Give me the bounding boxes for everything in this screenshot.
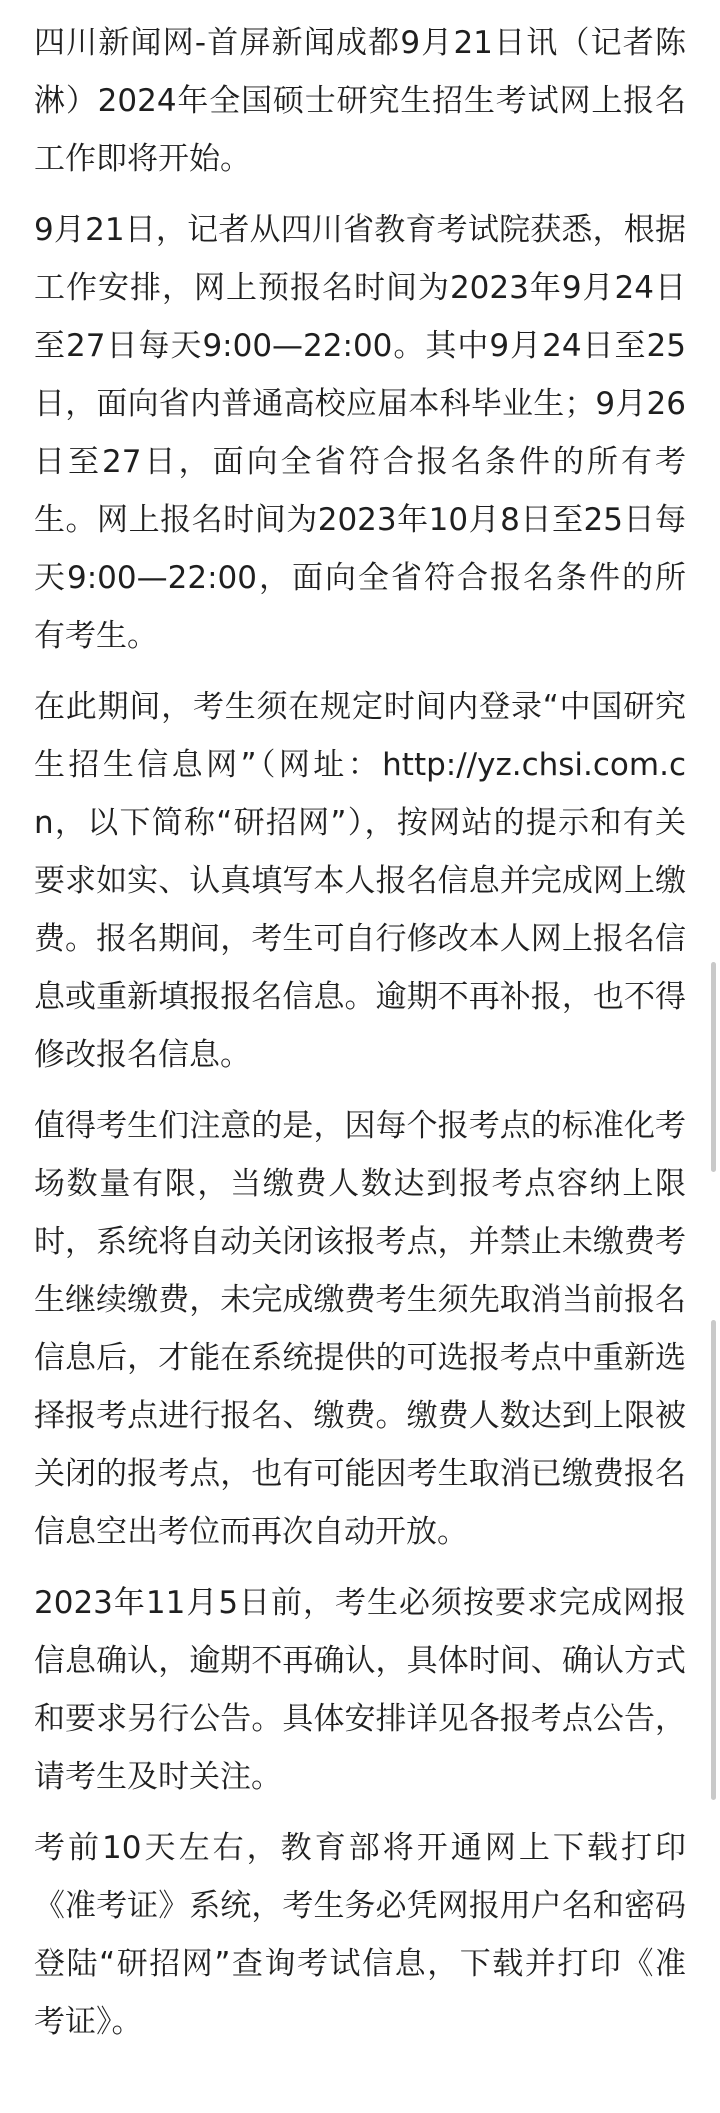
article-paragraph: 2023年11月5日前，考生必须按要求完成网报信息确认，逾期不再确认，具体时间、确认方式和要求另行公告。具体安排详见各报考点公告，请考生及时关注。 xyxy=(34,1585,686,1795)
scrollbar-thumb[interactable] xyxy=(711,1320,716,1800)
article-paragraph: 四川新闻网-首屏新闻成都9月21日讯（记者陈淋）2024年全国硕士研究生招生考试网上报名工作即将开始。 xyxy=(34,25,686,177)
article-paragraph: 在此期间，考生须在规定时间内登录“中国研究生招生信息网”（网址：http://yz.chsi.com.cn，以下简称“研招网”），按网站的提示和有关要求如实、认真填写本人报名信息并完成网上缴费。报名期间，考生可自行修改本人网上报名信息或重新填报报名信息。逾期不再补报，也不得修改报名信息。 xyxy=(34,689,686,1073)
article-body xyxy=(34,14,686,2064)
scrollbar-thumb[interactable] xyxy=(711,962,716,1172)
article-paragraph: 9月21日，记者从四川省教育考试院获悉，根据工作安排，网上预报名时间为2023年9月24日至27日每天9:00—22:00。其中9月24日至25日，面向省内普通高校应届本科毕业生；9月26日至27日，面向全省符合报名条件的所有考生。网上报名时间为2023年10月8日至25日每天9:00—22:00，面向全省符合报名条件的所有考生。 xyxy=(34,212,686,654)
article-paragraph: 考前10天左右，教育部将开通网上下载打印《准考证》系统，考生务必凭网报用户名和密码登陆“研招网”查询考试信息，下载并打印《准考证》。 xyxy=(34,1830,686,2040)
article-paragraph: 值得考生们注意的是，因每个报考点的标准化考场数量有限，当缴费人数达到报考点容纳上限时，系统将自动关闭该报考点，并禁止未缴费考生继续缴费，未完成缴费考生须先取消当前报名信息后，才能在系统提供的可选报考点中重新选择报考点进行报名、缴费。缴费人数达到上限被关闭的报考点，也有可能因考生取消已缴费报名信息空出考位而再次自动开放。 xyxy=(34,1108,686,1550)
